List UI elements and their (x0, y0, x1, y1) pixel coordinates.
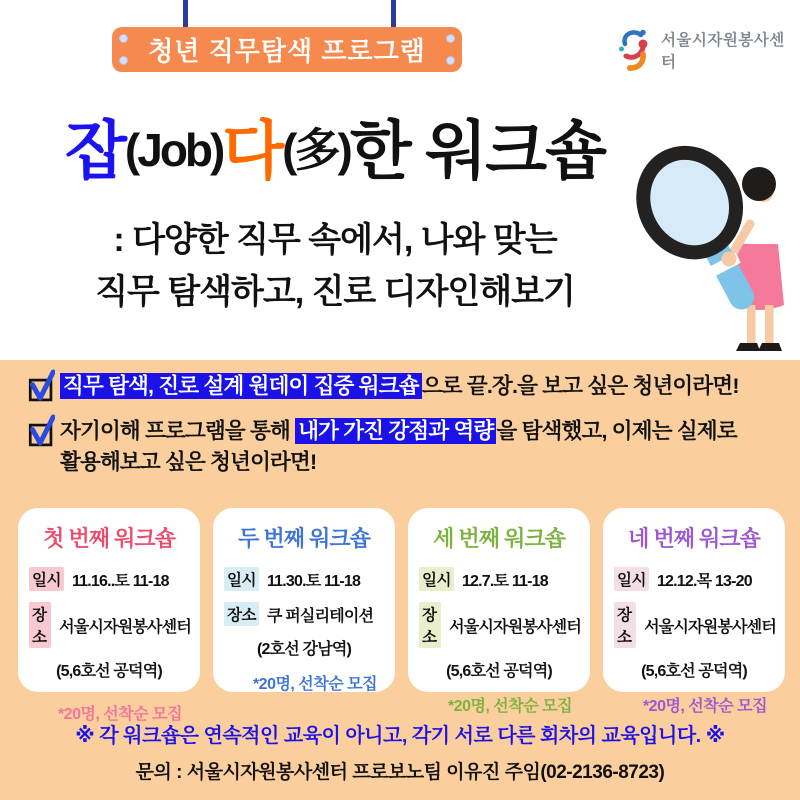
title-da: 다 (222, 115, 283, 187)
screw-dot (119, 34, 128, 43)
seoul-volunteer-center-logo (615, 28, 800, 72)
checklist-item-2-text (60, 416, 737, 478)
workshop-card-4 (603, 508, 785, 715)
place-row (614, 602, 776, 648)
subtitle (10, 214, 660, 318)
checkbox-icon (28, 414, 60, 452)
workshop-card-title: 세 번째 워크숍 (433, 526, 565, 551)
title-job-paren: (Job) (124, 124, 223, 176)
plain-text: 으로 끝.장.을 보고 싶은 청년이라면! (421, 374, 739, 398)
place-value: 서울시자원봉사센터 (449, 618, 581, 636)
magnifier-woman-illustration (632, 132, 792, 360)
place-row (419, 602, 581, 648)
date-value: 12.7.토 11-18 (461, 572, 548, 590)
workshop-card-title: 첫 번째 워크숍 (43, 526, 175, 551)
plain-text: 을 탐색했고, 이제는 실제로 (496, 419, 737, 443)
workshop-card-title: 네 번째 워크숍 (628, 526, 760, 551)
workshop-card-1 (18, 508, 200, 723)
title-da-paren: (多) (282, 124, 350, 176)
workshop-card-3 (408, 508, 590, 715)
place-row (29, 602, 191, 648)
place-label: 장소 (419, 602, 441, 648)
checklist-item-1 (28, 371, 783, 407)
place-row (224, 602, 386, 626)
screw-dot (446, 56, 455, 65)
place-detail: (5,6호선 공덕역) (446, 663, 552, 680)
checkbox-icon (28, 369, 60, 407)
workshop-cards (18, 508, 785, 723)
workshop-card-2 (213, 508, 395, 692)
checklist-item-2 (28, 416, 783, 478)
recruit-note: *20명, 선착순 모집 (57, 706, 183, 723)
place-label: 장소 (29, 602, 51, 648)
place-label: 장소 (614, 602, 636, 648)
workshop-card-title: 두 번째 워크숍 (238, 526, 370, 551)
title-rest: 한 워크숍 (349, 115, 605, 187)
place-detail: (2호선 강남역) (256, 641, 352, 658)
date-row (614, 567, 776, 591)
program-banner-label: 청년 직무탐색 프로그램 (148, 36, 426, 66)
checklist-item-2-line-2: 활용해보고 싶은 청년이라면! (60, 450, 317, 474)
place-detail: (5,6호선 공덕역) (56, 663, 162, 680)
date-value: 11.30.토 11-18 (266, 572, 361, 590)
checklist (28, 371, 783, 487)
place-detail: (5,6호선 공덕역) (641, 663, 747, 680)
recruit-note: *20명, 선착순 모집 (642, 698, 768, 715)
place-value: 서울시자원봉사센터 (644, 618, 776, 636)
title-jab: 잡 (65, 115, 125, 187)
date-row (29, 567, 191, 591)
highlighted-text: 직무 탐색, 진로 설계 원데이 집중 워크숍 (60, 373, 422, 399)
date-row (224, 567, 386, 591)
peach-section (0, 360, 800, 800)
date-label: 일시 (614, 567, 649, 591)
date-label: 일시 (224, 567, 259, 591)
main-title (10, 104, 660, 208)
title-block (10, 104, 660, 318)
screw-dot (119, 56, 128, 65)
date-value: 11.16..토 11-18 (71, 572, 169, 590)
date-label: 일시 (29, 567, 64, 591)
subtitle-line-1: : 다양한 직무 속에서, 나와 맞는 (113, 221, 557, 259)
logo-text: 서울시자원봉사센터 (660, 32, 785, 71)
date-label: 일시 (419, 567, 454, 591)
logo-mark-icon (615, 28, 655, 72)
subtitle-line-2: 직무 탐색하고, 진로 디자인해보기 (95, 273, 575, 311)
checklist-item-1-text (60, 371, 739, 402)
date-value: 12.12.목 13-20 (656, 572, 752, 590)
footer-note: ※ 각 워크숍은 연속적인 교육이 아니고, 각기 서로 다른 회차의 교육입니다. ※ (75, 725, 725, 747)
recruit-note: *20명, 선착순 모집 (447, 698, 573, 715)
place-value: 서울시자원봉사센터 (59, 618, 191, 636)
recruit-note: *20명, 선착순 모집 (252, 676, 378, 693)
date-row (419, 567, 581, 591)
program-banner (112, 27, 462, 72)
footer-contact: 문의 : 서울시자원봉사센터 프로보노팀 이유진 주임(02-2136-8723) (135, 762, 665, 783)
screw-dot (446, 34, 455, 43)
highlighted-text: 내가 가진 강점과 역량 (295, 418, 496, 444)
plain-text: 자기이해 프로그램을 통해 (60, 419, 296, 443)
place-value: 쿠 퍼실리테이션 (266, 607, 374, 625)
place-label: 장소 (224, 602, 259, 626)
